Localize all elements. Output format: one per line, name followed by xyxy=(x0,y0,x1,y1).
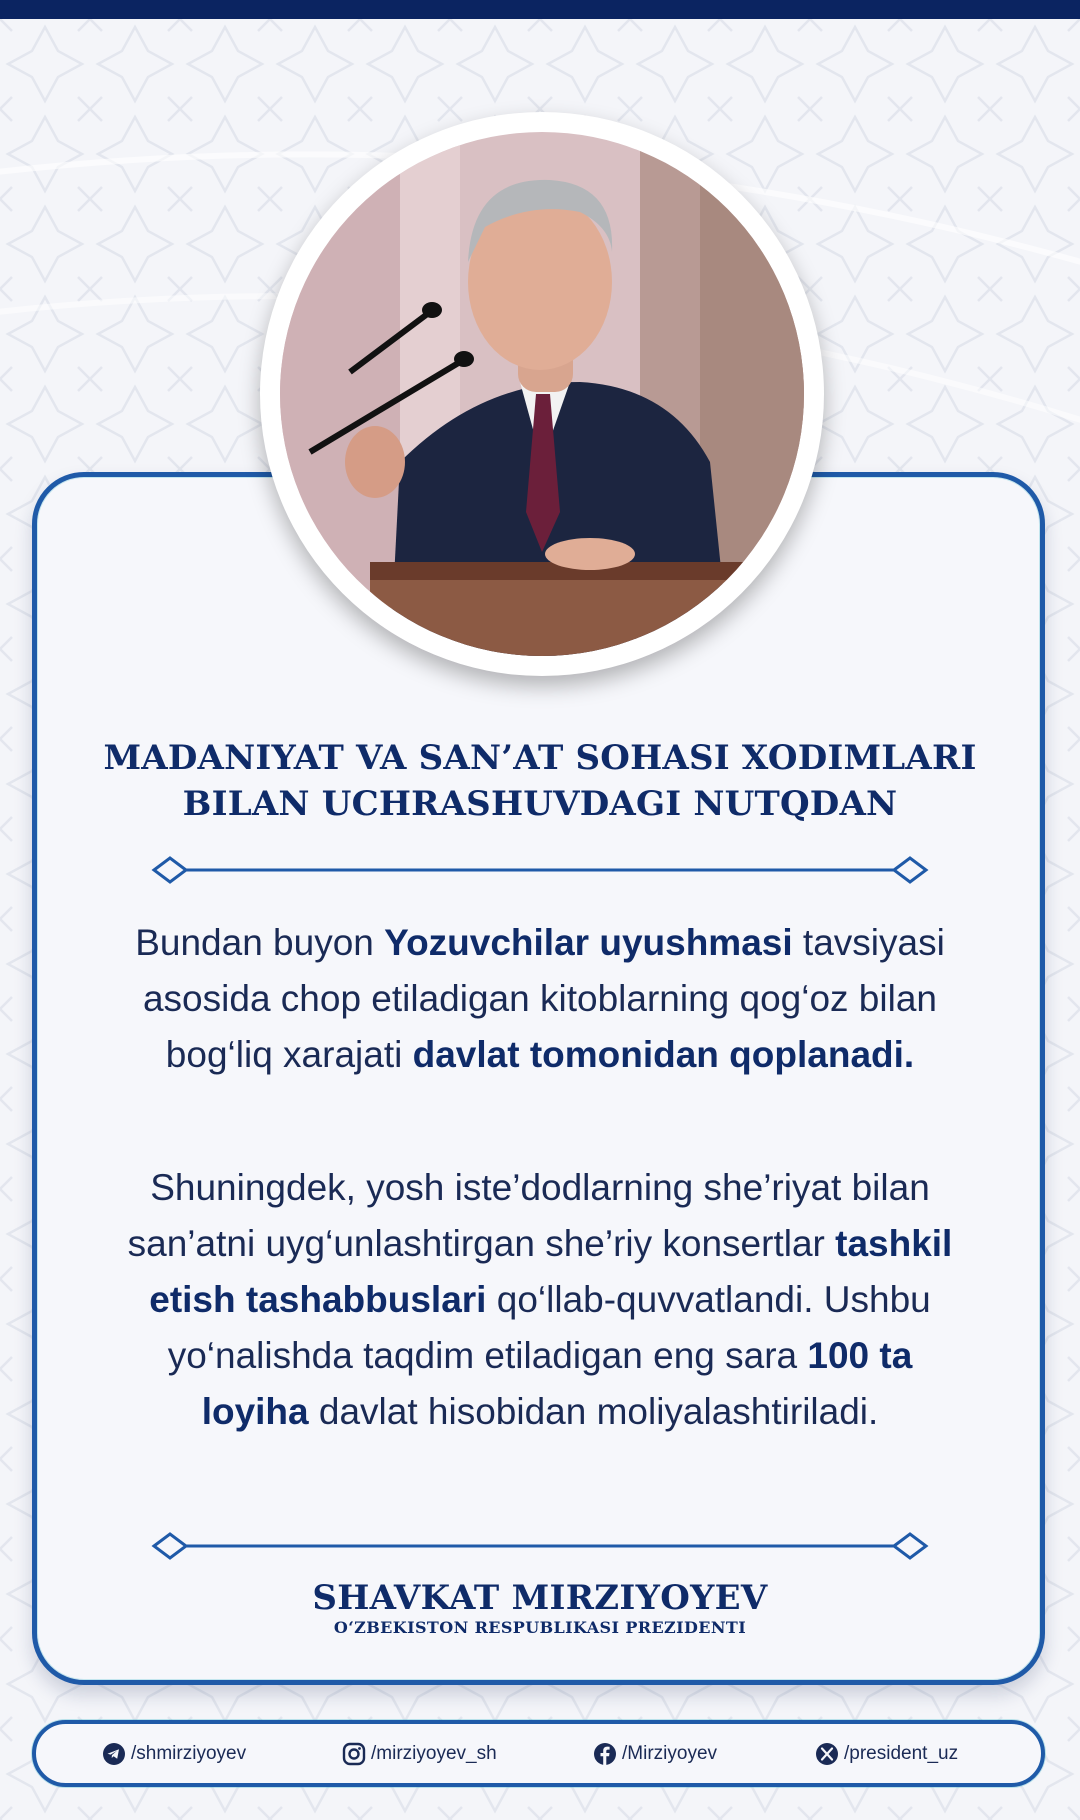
author-role: O‘ZBEKISTON RESPUBLIKASI PREZIDENTI xyxy=(333,1618,747,1637)
top-bar xyxy=(0,0,1080,19)
emphasis-segment: tashkil etish tashabbuslari xyxy=(149,1223,953,1320)
social-link-facebook[interactable] xyxy=(593,1724,717,1783)
instagram-icon xyxy=(342,1742,366,1766)
portrait-frame xyxy=(260,112,824,676)
social-link-telegram[interactable] xyxy=(102,1724,246,1783)
author-name: SHAVKAT MIRZIYOYEV xyxy=(312,1578,768,1618)
portrait-photo xyxy=(280,132,804,656)
x-icon xyxy=(815,1742,839,1766)
quote-paragraph-1 xyxy=(110,915,970,1083)
speech-title xyxy=(80,735,1000,827)
social-handle: /president_uz xyxy=(844,1742,959,1764)
emphasis-segment: davlat tomonidan qoplanadi. xyxy=(412,1034,915,1075)
social-links-bar xyxy=(32,1720,1045,1787)
text-segment: tavsiyasi asosida chop etiladigan kitoblarning qog‘oz bilan bog‘liq xarajati xyxy=(142,922,945,1075)
text-segment: Shuningdek, yosh iste’dodlarning she’riyat bilan san’atni uyg‘unlashtirgan she’riy konsertlar xyxy=(127,1167,930,1264)
ornament-divider-bottom xyxy=(150,1530,930,1562)
author-signature xyxy=(190,1578,890,1638)
telegram-icon xyxy=(102,1742,126,1766)
title-line-2: BILAN UCHRASHUVDAGI NUTQDAN xyxy=(182,784,898,824)
quote-paragraph-2 xyxy=(110,1160,970,1440)
title-line-1: MADANIYAT VA SAN’AT SOHASI XODIMLARI xyxy=(103,738,977,778)
emphasis-segment: Yozuvchilar uyushmasi xyxy=(384,922,793,963)
social-handle: /Mirziyoyev xyxy=(622,1742,718,1764)
emphasis-segment: 100 ta loyiha xyxy=(201,1335,913,1432)
ornament-divider-top xyxy=(150,854,930,886)
social-link-instagram[interactable] xyxy=(342,1724,497,1783)
text-segment: qo‘llab-quvvatlandi. Ushbu yo‘nalishda taqdim etiladigan eng sara xyxy=(167,1279,931,1376)
text-segment: davlat hisobidan moliyalashtiriladi. xyxy=(308,1391,879,1432)
facebook-icon xyxy=(593,1742,617,1766)
social-handle: /mirziyoyev_sh xyxy=(371,1742,497,1764)
social-handle: /shmirziyoyev xyxy=(131,1742,247,1764)
social-link-x[interactable] xyxy=(815,1724,958,1783)
text-segment: Bundan buyon xyxy=(135,922,385,963)
